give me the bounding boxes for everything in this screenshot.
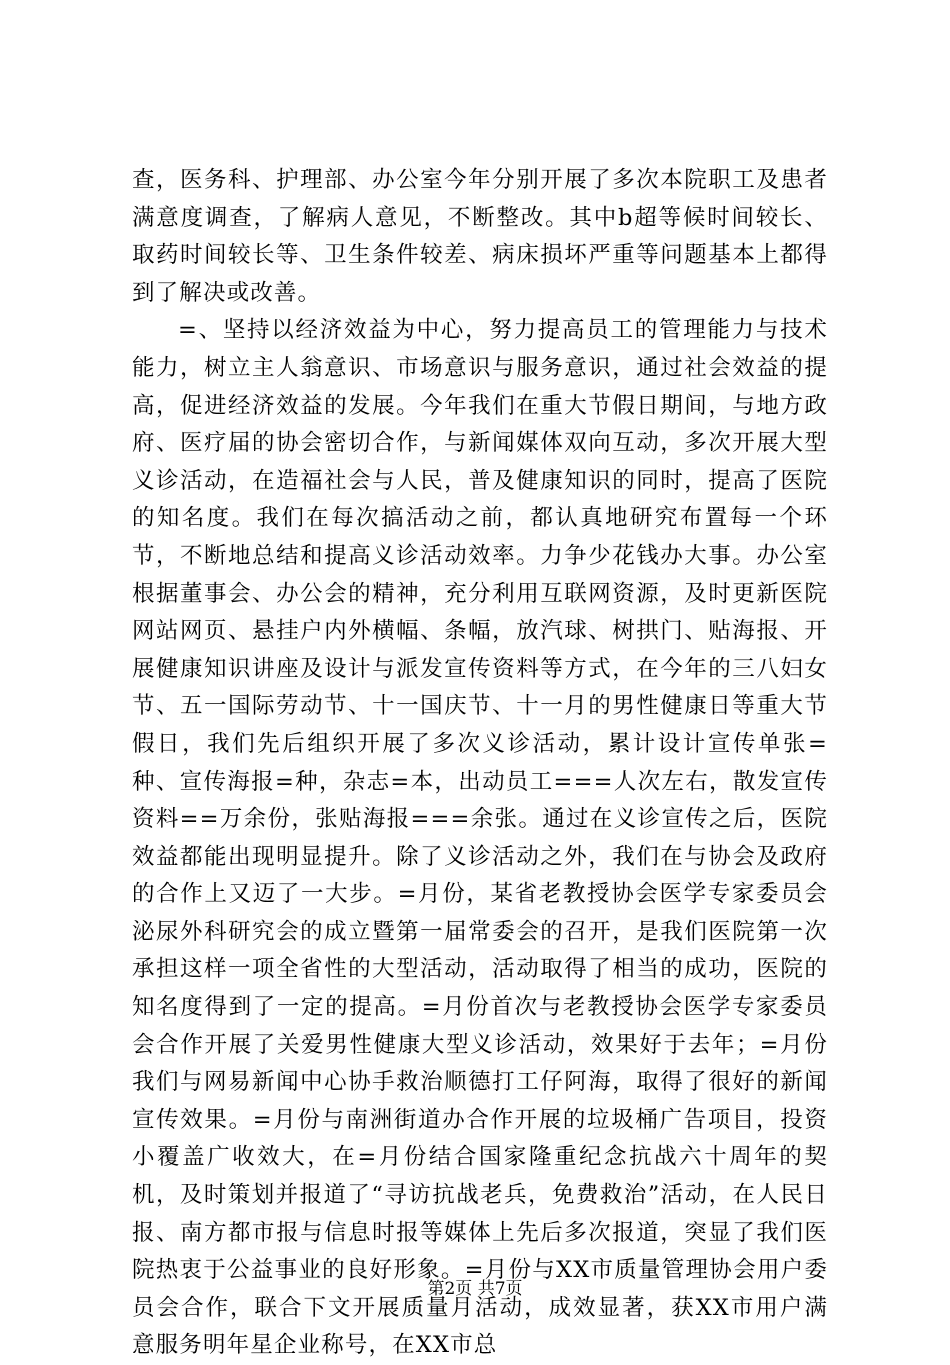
page-number-footer: 第2页 共7页 bbox=[427, 1279, 523, 1299]
paragraph-1: 查，医务科、护理部、办公室今年分别开展了多次本院职工及患者满意度调查，了解病人意见，不断整改。其中b超等候时间较长、取药时间较长等、卫生条件较差、病床损坏严重等问题基本上都得到了解决或改善。 bbox=[132, 167, 828, 306]
paragraph-2: =、坚持以经济效益为中心，努力提高员工的管理能力与技术能力，树立主人翁意识、市场意识与服务意识，通过社会效益的提高，促进经济效益的发展。今年我们在重大节假日期间，与地方政府、医疗届的协会密切合作，与新闻媒体双向互动，多次开展大型义诊活动，在造福社会与人民，普及健康知识的同时，提高了医院的知名度。我们在每次搞活动之前，都认真地研究布置每一个环节，不断地总结和提高义诊活动效率。力争少花钱办大事。办公室根据董事会、办公会的精神，充分利用互联网资源，及时更新医院网站网页、悬挂户内外横幅、条幅，放汽球、树拱门、贴海报、开展健康知识讲座及设计与派发宣传资料等方式，在今年的三八妇女节、五一国际劳动节、十一国庆节、十一月的男性健康日等重大节假日，我们先后组织开展了多次义诊活动，累计设计宣传单张=种、宣传海报=种，杂志=本，出动员工===人次左右，散发宣传资料==万余份，张贴海报===余张。通过在义诊宣传之后，医院效益都能出现明显提升。除了义诊活动之外，我们在与协会及政府的合作上又迈了一大步。=月份，某省老教授协会医学专家委员会泌尿外科研究会的成立暨第一届常委会的召开，是我们医院第一次承担这样一项全省性的大型活动，活动取得了相当的成功，医院的知名度得到了一定的提高。=月份首次与老教授协会医学专家委员会合作开展了关爱男性健康大型义诊活动，效果好于去年；=月份我们与网易新闻中心协手救治顺德打工仔阿海，取得了很好的新闻宣传效果。=月份与南洲街道办合作开展的垃圾桶广告项目，投资小覆盖广收效大，在=月份结合国家隆重纪念抗战六十周年的契机，及时策划并报道了“寻访抗战老兵，免费救治”活动，在人民日报、南方都市报与信息时报等媒体上先后多次报道，突显了我们医院热衷于公益事业的良好形象。=月份与XX市质量管理协会用户委员会合作，联合下文开展质量月活动，成效显著，获XX市用户满意服务明年星企业称号，在XX市总 bbox=[132, 317, 828, 1359]
document-body bbox=[132, 162, 828, 1365]
